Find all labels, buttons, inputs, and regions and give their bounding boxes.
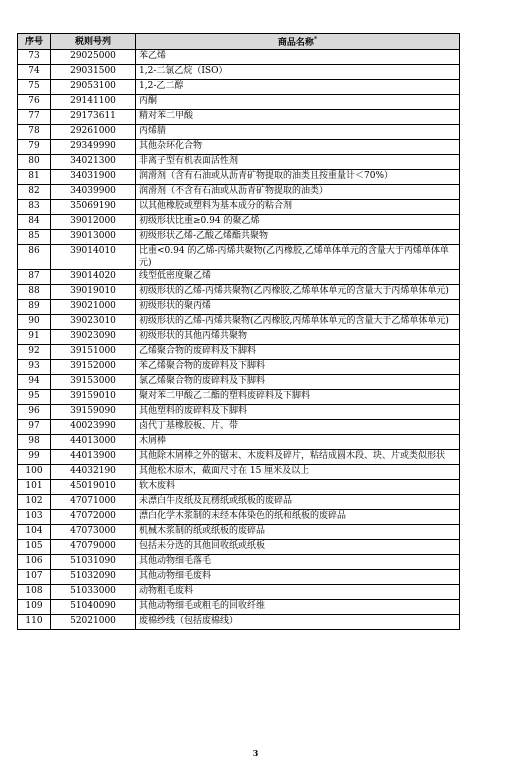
row-seq: 75 — [18, 80, 51, 95]
row-seq: 74 — [18, 65, 51, 80]
table-row — [18, 300, 460, 315]
row-seq: 88 — [18, 285, 51, 300]
row-seq: 96 — [18, 405, 51, 420]
row-code: 39014020 — [51, 270, 136, 285]
row-seq: 101 — [18, 480, 51, 495]
row-seq: 89 — [18, 300, 51, 315]
row-name: 润滑剂（含有石油或从沥青矿物提取的油类且按重量计＜70%） — [136, 170, 460, 185]
row-code: 47072000 — [51, 510, 136, 525]
row-name: 氯乙烯聚合物的废碎料及下脚料 — [136, 375, 460, 390]
row-seq: 107 — [18, 570, 51, 585]
row-name: 其他动物细毛或粗毛的回收纤维 — [136, 600, 460, 615]
row-code: 29173611 — [51, 110, 136, 125]
row-seq: 82 — [18, 185, 51, 200]
row-seq: 104 — [18, 525, 51, 540]
table-body — [18, 50, 460, 630]
table-row — [18, 285, 460, 300]
row-seq: 102 — [18, 495, 51, 510]
table-row — [18, 405, 460, 420]
row-name: 其他松木原木，截面尺寸在 15 厘米及以上 — [136, 465, 460, 480]
row-code: 39152000 — [51, 360, 136, 375]
row-seq: 95 — [18, 390, 51, 405]
table-row — [18, 495, 460, 510]
row-seq: 105 — [18, 540, 51, 555]
row-code: 39021000 — [51, 300, 136, 315]
row-code: 40023990 — [51, 420, 136, 435]
table-row — [18, 360, 460, 375]
row-name: 初级形状的聚丙烯 — [136, 300, 460, 315]
row-name: 比重<0.94 的乙烯-丙烯共聚物(乙丙橡胶,乙烯单体单元的含量大于丙烯单体单元) — [136, 245, 460, 270]
tariff-table — [17, 33, 460, 630]
row-code: 29141100 — [51, 95, 136, 110]
header-name-mark: * — [313, 36, 318, 43]
row-code: 47079000 — [51, 540, 136, 555]
table-row — [18, 245, 460, 270]
row-code: 39151000 — [51, 345, 136, 360]
row-seq: 97 — [18, 420, 51, 435]
row-seq: 85 — [18, 230, 51, 245]
row-name: 乙烯聚合物的废碎料及下脚料 — [136, 345, 460, 360]
row-seq: 92 — [18, 345, 51, 360]
row-seq: 78 — [18, 125, 51, 140]
row-code: 39013000 — [51, 230, 136, 245]
row-code: 39019010 — [51, 285, 136, 300]
row-code: 29261000 — [51, 125, 136, 140]
row-seq: 84 — [18, 215, 51, 230]
row-name: 初级形状的乙烯-丙烯共聚物(乙丙橡胶,乙烯单体单元的含量大于丙烯单体单元) — [136, 285, 460, 300]
table-row — [18, 330, 460, 345]
row-seq: 73 — [18, 50, 51, 65]
row-seq: 91 — [18, 330, 51, 345]
table-row — [18, 465, 460, 480]
row-code: 44013900 — [51, 450, 136, 465]
table-row — [18, 570, 460, 585]
row-code: 51031090 — [51, 555, 136, 570]
row-code: 29031500 — [51, 65, 136, 80]
row-seq: 79 — [18, 140, 51, 155]
header-name-text: 商品名称 — [277, 38, 314, 48]
row-code: 44032190 — [51, 465, 136, 480]
row-name: 初级形状的乙烯-丙烯共聚物(乙丙橡胶,丙烯单体单元的含量大于乙烯单体单元) — [136, 315, 460, 330]
row-name: 初级形状比重≥0.94 的聚乙烯 — [136, 215, 460, 230]
row-name: 废棉纱线（包括废棉线） — [136, 615, 460, 630]
row-name: 其他动物细毛废料 — [136, 570, 460, 585]
table-row — [18, 170, 460, 185]
table-row — [18, 345, 460, 360]
row-name: 丙烯腈 — [136, 125, 460, 140]
table-row — [18, 95, 460, 110]
table-row — [18, 230, 460, 245]
table-row — [18, 315, 460, 330]
table-row — [18, 585, 460, 600]
table-row — [18, 270, 460, 285]
table-row — [18, 525, 460, 540]
row-name: 苯乙烯聚合物的废碎料及下脚料 — [136, 360, 460, 375]
header-code: 税则号列 — [51, 34, 136, 50]
row-code: 29053100 — [51, 80, 136, 95]
row-name: 漂白化学木浆制的未经本体染色的纸和纸板的废碎品 — [136, 510, 460, 525]
table-row — [18, 125, 460, 140]
row-code: 51032090 — [51, 570, 136, 585]
row-name: 初级形状的其他丙烯共聚物 — [136, 330, 460, 345]
row-code: 39159090 — [51, 405, 136, 420]
row-seq: 86 — [18, 245, 51, 270]
row-code: 35069190 — [51, 200, 136, 215]
header-seq: 序号 — [18, 34, 51, 50]
row-name: 1,2-乙二醇 — [136, 80, 460, 95]
row-code: 39023090 — [51, 330, 136, 345]
row-code: 34021300 — [51, 155, 136, 170]
row-code: 39014010 — [51, 245, 136, 270]
table-row — [18, 215, 460, 230]
row-seq: 99 — [18, 450, 51, 465]
row-code: 39023010 — [51, 315, 136, 330]
row-name: 线型低密度聚乙烯 — [136, 270, 460, 285]
row-seq: 94 — [18, 375, 51, 390]
table-row — [18, 435, 460, 450]
row-name: 润滑剂（不含有石油或从沥青矿物提取的油类） — [136, 185, 460, 200]
table-row — [18, 375, 460, 390]
table-row — [18, 510, 460, 525]
row-name: 木屑棒 — [136, 435, 460, 450]
row-seq: 108 — [18, 585, 51, 600]
row-seq: 80 — [18, 155, 51, 170]
row-code: 39159010 — [51, 390, 136, 405]
table-row — [18, 65, 460, 80]
header-name — [136, 34, 460, 50]
row-name: 其他动物细毛落毛 — [136, 555, 460, 570]
table-row — [18, 540, 460, 555]
table-row — [18, 110, 460, 125]
row-code: 29025000 — [51, 50, 136, 65]
row-name: 软木废料 — [136, 480, 460, 495]
row-seq: 76 — [18, 95, 51, 110]
page-number: 3 — [252, 748, 259, 758]
row-code: 29349990 — [51, 140, 136, 155]
row-seq: 77 — [18, 110, 51, 125]
table-row — [18, 555, 460, 570]
row-code: 34039900 — [51, 185, 136, 200]
row-name: 初级形状乙烯-乙酸乙烯酯共聚物 — [136, 230, 460, 245]
table-row — [18, 615, 460, 630]
row-seq: 87 — [18, 270, 51, 285]
row-code: 52021000 — [51, 615, 136, 630]
row-seq: 90 — [18, 315, 51, 330]
row-name: 非离子型有机表面活性剂 — [136, 155, 460, 170]
row-seq: 81 — [18, 170, 51, 185]
row-code: 44013000 — [51, 435, 136, 450]
row-name: 丙酮 — [136, 95, 460, 110]
row-seq: 106 — [18, 555, 51, 570]
row-code: 47071000 — [51, 495, 136, 510]
row-code: 45019010 — [51, 480, 136, 495]
table-row — [18, 80, 460, 95]
row-name: 以其他橡胶或塑料为基本成分的粘合剂 — [136, 200, 460, 215]
row-name: 精对苯二甲酸 — [136, 110, 460, 125]
row-name: 其他除木屑棒之外的锯末、木废料及碎片，粘结成圆木段、块、片或类似形状 — [136, 450, 460, 465]
table-row — [18, 155, 460, 170]
table-row — [18, 390, 460, 405]
table-row — [18, 420, 460, 435]
row-name: 包括未分选的其他回收纸或纸板 — [136, 540, 460, 555]
row-seq: 103 — [18, 510, 51, 525]
row-seq: 110 — [18, 615, 51, 630]
row-name: 机械木浆制的纸或纸板的废碎品 — [136, 525, 460, 540]
row-code: 39153000 — [51, 375, 136, 390]
row-seq: 83 — [18, 200, 51, 215]
row-seq: 100 — [18, 465, 51, 480]
table-header-row — [18, 34, 460, 50]
row-seq: 98 — [18, 435, 51, 450]
row-seq: 109 — [18, 600, 51, 615]
tariff-table-container — [17, 33, 459, 630]
table-row — [18, 50, 460, 65]
row-name: 苯乙烯 — [136, 50, 460, 65]
table-row — [18, 185, 460, 200]
row-code: 51033000 — [51, 585, 136, 600]
row-name: 其他塑料的废碎料及下脚料 — [136, 405, 460, 420]
row-code: 47073000 — [51, 525, 136, 540]
table-row — [18, 450, 460, 465]
table-row — [18, 600, 460, 615]
row-name: 聚对苯二甲酸乙二酯的塑料废碎料及下脚料 — [136, 390, 460, 405]
row-seq: 93 — [18, 360, 51, 375]
row-code: 39012000 — [51, 215, 136, 230]
table-row — [18, 480, 460, 495]
table-row — [18, 140, 460, 155]
row-name: 未漂白牛皮纸及瓦楞纸或纸板的废碎品 — [136, 495, 460, 510]
table-row — [18, 200, 460, 215]
row-name: 1,2-二氯乙烷（ISO） — [136, 65, 460, 80]
row-code: 34031900 — [51, 170, 136, 185]
row-code: 51040090 — [51, 600, 136, 615]
row-name: 卤代丁基橡胶板、片、带 — [136, 420, 460, 435]
row-name: 其他杂环化合物 — [136, 140, 460, 155]
row-name: 动物粗毛废料 — [136, 585, 460, 600]
